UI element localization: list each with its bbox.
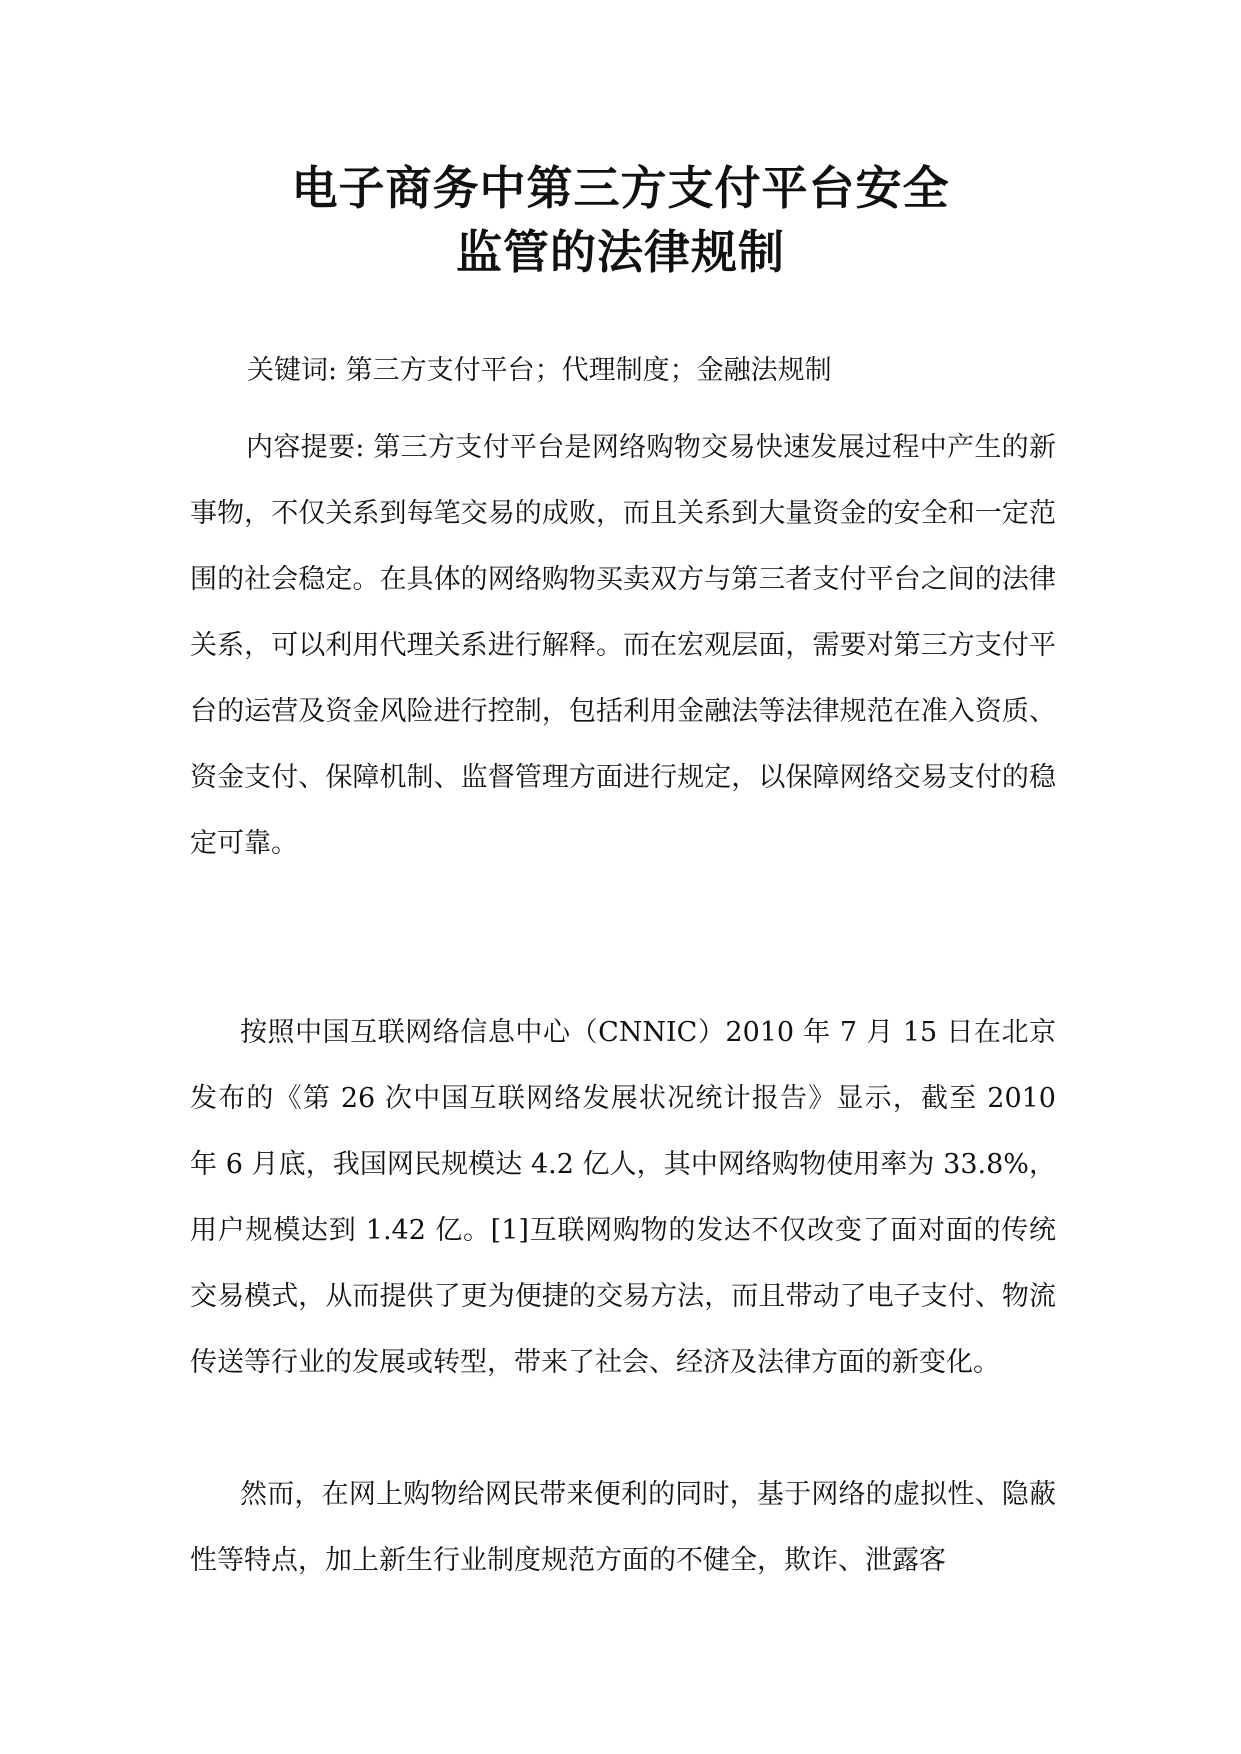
body-paragraph-1: 按照中国互联网络信息中心（CNNIC）2010 年 7 月 15 日在北京发布的《第 26 次中国互联网络发展状况统计报告》显示，截至 2010 年 6 月底，我国网民规模达 4.2 亿人，其中网络购物使用率为 33.8%，用户规模达到 1.42 亿。[1]互联网购物的发达不仅改变了面对面的传统交易模式，从而提供了更为便捷的交易方法，而且带动了电子支付、物流传送等行业的发展或转型，带来了社会、经济及法律方面的新变化。 <box>190 1017 1056 1378</box>
document-title-line-1: 电子商务中第三方支付平台安全 <box>291 161 950 215</box>
keywords: 关键词: 第三方支付平台；代理制度；金融法规制 <box>247 355 832 386</box>
body-paragraph-2: 然而，在网上购物给网民带来便利的同时，基于网络的虚拟性、隐蔽性等特点，加上新生行业制度规范方面的不健全，欺诈、泄露客 <box>190 1479 1056 1576</box>
abstract-paragraph: 内容提要: 第三方支付平台是网络购物交易快速发展过程中产生的新事物，不仅关系到每笔交易的成败，而且关系到大量资金的安全和一定范围的社会稳定。在具体的网络购物买卖双方与第三者支付平台之间的法律关系，可以利用代理关系进行解释。而在宏观层面，需要对第三方支付平台的运营及资金风险进行控制，包括利用金融法等法律规范在准入资质、资金支付、保障机制、监督管理方面进行规定，以保障网络交易支付的稳定可靠。 <box>190 432 1056 859</box>
document-title-line-2: 监管的法律规制 <box>456 225 785 279</box>
